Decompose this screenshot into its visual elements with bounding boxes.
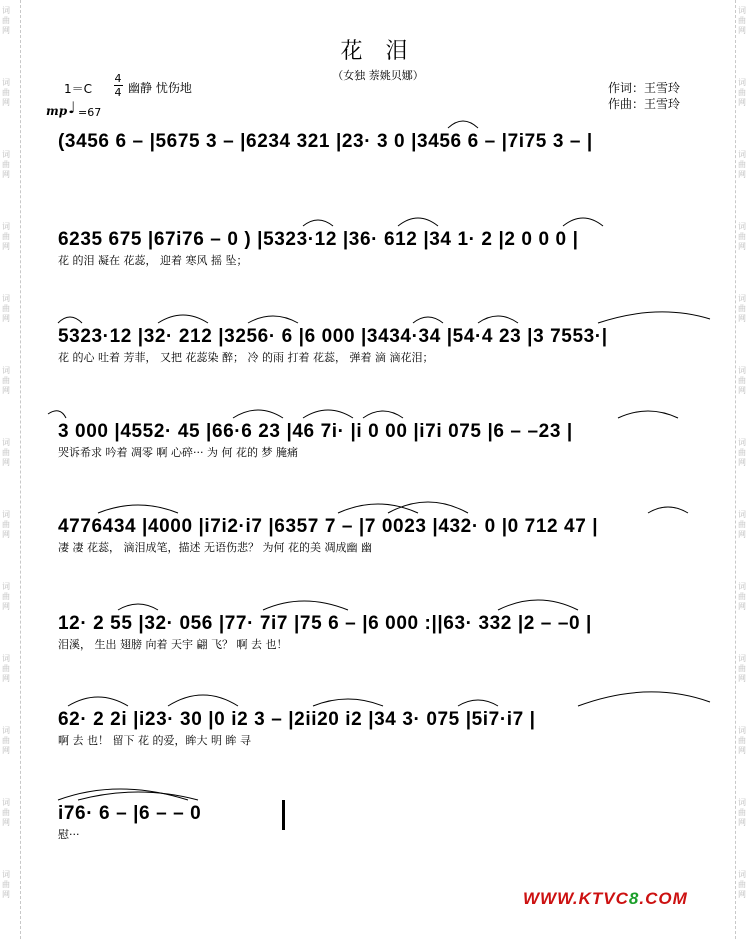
score-row — [58, 228, 710, 268]
watermark-glyph-group — [738, 582, 746, 612]
watermark-glyph-group — [738, 438, 746, 468]
watermark-glyph: 网 — [738, 674, 746, 683]
watermark-glyph: 曲 — [2, 376, 10, 385]
watermark-glyph-group — [2, 654, 10, 684]
watermark-glyph: 网 — [738, 386, 746, 395]
left-watermark-margin — [0, 0, 21, 939]
score-row — [58, 802, 710, 842]
watermark-glyph: 词 — [2, 654, 10, 663]
right-watermark-margin — [735, 0, 756, 939]
watermark-glyph: 曲 — [738, 592, 746, 601]
notation-line: 4776434 |4000 |i7i2·i7 |6357 7 – |7 0023 |432· 0 |0 712 47 | — [58, 516, 599, 537]
tie-arcs — [58, 210, 710, 230]
watermark-glyph: 曲 — [2, 232, 10, 241]
watermark-glyph: 网 — [738, 98, 746, 107]
tie-arcs — [58, 307, 710, 327]
watermark-glyph: 词 — [2, 798, 10, 807]
watermark-glyph: 词 — [738, 870, 746, 879]
watermark-glyph: 曲 — [738, 160, 746, 169]
credits — [608, 80, 680, 112]
watermark-glyph-group — [2, 6, 10, 36]
watermark-glyph: 网 — [2, 746, 10, 755]
watermark-glyph: 曲 — [2, 808, 10, 817]
watermark-glyph: 曲 — [2, 448, 10, 457]
watermark-glyph: 曲 — [2, 88, 10, 97]
quarter-note-icon: ♩ — [68, 98, 76, 117]
watermark-glyph-group — [738, 222, 746, 252]
watermark-glyph-group — [738, 6, 746, 36]
score-row — [58, 612, 710, 652]
watermark-glyph-group — [2, 294, 10, 324]
watermark-glyph-group — [2, 150, 10, 180]
watermark-glyph: 曲 — [2, 664, 10, 673]
logo-text-1: WWW.KTVC — [523, 889, 629, 908]
notation-line: 5323·12 |32· 212 |3256· 6 |6 000 |3434·34 |54·4 23 |3 7553·| — [58, 326, 608, 347]
watermark-glyph: 曲 — [2, 592, 10, 601]
watermark-glyph-group — [2, 726, 10, 756]
watermark-glyph-group — [738, 150, 746, 180]
watermark-glyph: 词 — [738, 6, 746, 15]
watermark-glyph: 词 — [738, 438, 746, 447]
watermark-glyph-group — [2, 366, 10, 396]
watermark-glyph: 网 — [2, 26, 10, 35]
tie-arcs — [58, 594, 710, 614]
watermark-glyph: 网 — [2, 170, 10, 179]
watermark-glyph: 网 — [738, 818, 746, 827]
watermark-glyph: 词 — [2, 6, 10, 15]
lyric-line: 凄 凄 花蕊， 滴泪成笔，描述 无语伤悲？ 为何 花的美 凋成幽 幽 — [58, 541, 372, 554]
watermark-glyph-group — [2, 582, 10, 612]
score-row — [58, 515, 710, 555]
watermark-glyph-group — [2, 798, 10, 828]
logo-text-3: .COM — [639, 889, 688, 908]
watermark-glyph-group — [2, 222, 10, 252]
watermark-glyph: 词 — [2, 150, 10, 159]
watermark-glyph-group — [2, 870, 10, 900]
watermark-glyph: 曲 — [2, 736, 10, 745]
site-logo — [523, 889, 688, 909]
watermark-glyph: 网 — [2, 386, 10, 395]
time-signature-bottom: 4 — [114, 86, 122, 99]
score-row — [58, 708, 710, 748]
watermark-glyph: 词 — [2, 510, 10, 519]
tempo-mark: =67 — [78, 106, 102, 119]
watermark-glyph: 词 — [738, 798, 746, 807]
watermark-glyph: 词 — [2, 726, 10, 735]
watermark-glyph: 曲 — [738, 880, 746, 889]
watermark-glyph: 词 — [2, 366, 10, 375]
watermark-glyph: 词 — [2, 582, 10, 591]
watermark-glyph: 网 — [2, 602, 10, 611]
lyric-line: 泪溪， 生出 翅膀 向着 天宇 翩 飞？ 啊 去 也！ — [58, 638, 288, 651]
watermark-glyph-group — [738, 510, 746, 540]
watermark-glyph: 词 — [2, 870, 10, 879]
tie-arcs — [58, 497, 710, 517]
time-signature — [113, 72, 123, 99]
dynamic-mark: mp — [46, 104, 68, 118]
watermark-glyph: 词 — [2, 78, 10, 87]
lyric-line: 哭诉希求 吟着 凋零 啊 心碎··· 为 何 花的 梦 腌痛 — [58, 446, 298, 459]
notation-line: 3 000 |4552· 45 |66·6 23 |46 7i· |i 0 00 |i7i 075 |6 – –23 | — [58, 421, 573, 442]
lyric-line: 啊 去 也！ 留下 花 的爱，眸大 明 眸 寻 — [58, 734, 251, 747]
score-row — [58, 325, 710, 365]
watermark-glyph: 网 — [2, 530, 10, 539]
lyric-line: 花 的泪 凝在 花蕊， 迎着 寒风 摇 坠； — [58, 254, 248, 267]
watermark-glyph: 曲 — [738, 448, 746, 457]
watermark-glyph: 词 — [738, 726, 746, 735]
watermark-glyph: 网 — [2, 242, 10, 251]
watermark-glyph: 词 — [738, 510, 746, 519]
watermark-glyph: 曲 — [2, 16, 10, 25]
notation-line: 12· 2 55 |32· 056 |77· 7i7 |75 6 – |6 000 :||63· 332 |2 – –0 | — [58, 613, 592, 634]
notation-line: 6235 675 |67i76 – 0 ) |5323·12 |36· 612 |34 1· 2 |2 0 0 0 | — [58, 229, 579, 250]
watermark-glyph: 曲 — [2, 880, 10, 889]
watermark-glyph: 曲 — [2, 304, 10, 313]
tie-arcs — [58, 112, 710, 132]
logo-text-2: 8 — [628, 889, 640, 908]
tie-arcs — [58, 690, 710, 710]
watermark-glyph-group — [738, 798, 746, 828]
watermark-glyph: 网 — [738, 890, 746, 899]
watermark-glyph-group — [738, 366, 746, 396]
watermark-glyph: 网 — [2, 314, 10, 323]
tie-arcs — [58, 402, 710, 422]
lyricist-credit: 作词：王雪玲 — [608, 81, 681, 95]
watermark-stack-right — [738, 6, 746, 936]
watermark-glyph: 网 — [738, 242, 746, 251]
watermark-glyph-group — [738, 726, 746, 756]
watermark-glyph: 曲 — [738, 376, 746, 385]
watermark-glyph: 词 — [738, 366, 746, 375]
final-barline — [282, 800, 285, 830]
watermark-glyph: 词 — [2, 222, 10, 231]
notation-line: 62· 2 2i |i23· 30 |0 i2 3 – |2ii20 i2 |34 3· 075 |5i7·i7 | — [58, 709, 536, 730]
watermark-glyph: 网 — [738, 458, 746, 467]
watermark-glyph: 网 — [2, 818, 10, 827]
watermark-glyph-group — [738, 654, 746, 684]
watermark-glyph: 曲 — [738, 16, 746, 25]
watermark-glyph: 曲 — [738, 304, 746, 313]
watermark-glyph: 曲 — [738, 736, 746, 745]
watermark-glyph: 网 — [738, 530, 746, 539]
composer-credit: 作曲：王雪玲 — [608, 97, 681, 111]
notation-line: (3456 6 – |5675 3 – |6234 321 |23· 3 0 |3456 6 – |7i75 3 – | — [58, 131, 593, 152]
watermark-glyph: 网 — [738, 314, 746, 323]
watermark-glyph: 曲 — [2, 160, 10, 169]
watermark-glyph-group — [2, 510, 10, 540]
watermark-glyph: 网 — [2, 98, 10, 107]
watermark-glyph: 网 — [738, 602, 746, 611]
watermark-glyph: 网 — [2, 890, 10, 899]
watermark-glyph: 网 — [2, 458, 10, 467]
time-signature-top: 4 — [114, 72, 122, 85]
watermark-glyph: 网 — [738, 170, 746, 179]
lyric-line: 慰··· — [58, 828, 80, 841]
watermark-glyph: 词 — [738, 582, 746, 591]
watermark-glyph: 曲 — [738, 232, 746, 241]
watermark-glyph-group — [738, 294, 746, 324]
watermark-glyph: 网 — [738, 746, 746, 755]
song-title: 花 泪 — [340, 39, 416, 64]
watermark-glyph: 曲 — [738, 520, 746, 529]
score-row — [58, 420, 710, 460]
score-row — [58, 130, 710, 170]
watermark-glyph: 词 — [738, 78, 746, 87]
watermark-glyph: 曲 — [2, 520, 10, 529]
lyric-line: 花 的心 吐着 芳菲， 又把 花蕊染 醉； 冷 的雨 打着 花蕊， 弹着 滴 滴花泪； — [58, 351, 434, 364]
watermark-glyph: 词 — [738, 222, 746, 231]
watermark-glyph-group — [2, 438, 10, 468]
watermark-glyph: 词 — [738, 654, 746, 663]
watermark-glyph: 词 — [2, 438, 10, 447]
key-signature: 1＝C — [64, 82, 93, 96]
notation-line: i76· 6 – |6 – – 0 — [58, 803, 202, 824]
watermark-glyph: 网 — [2, 674, 10, 683]
watermark-glyph: 词 — [2, 294, 10, 303]
expression-mark: 幽静 忧伤地 — [128, 81, 192, 95]
song-subtitle: （女独 萘姚贝娜） — [332, 69, 424, 82]
watermark-glyph: 曲 — [738, 88, 746, 97]
watermark-glyph: 词 — [738, 150, 746, 159]
watermark-glyph: 网 — [738, 26, 746, 35]
watermark-glyph-group — [738, 870, 746, 900]
watermark-stack-left — [2, 6, 10, 936]
watermark-glyph: 曲 — [738, 808, 746, 817]
tie-arcs — [58, 784, 710, 804]
watermark-glyph: 词 — [738, 294, 746, 303]
watermark-glyph: 曲 — [738, 664, 746, 673]
